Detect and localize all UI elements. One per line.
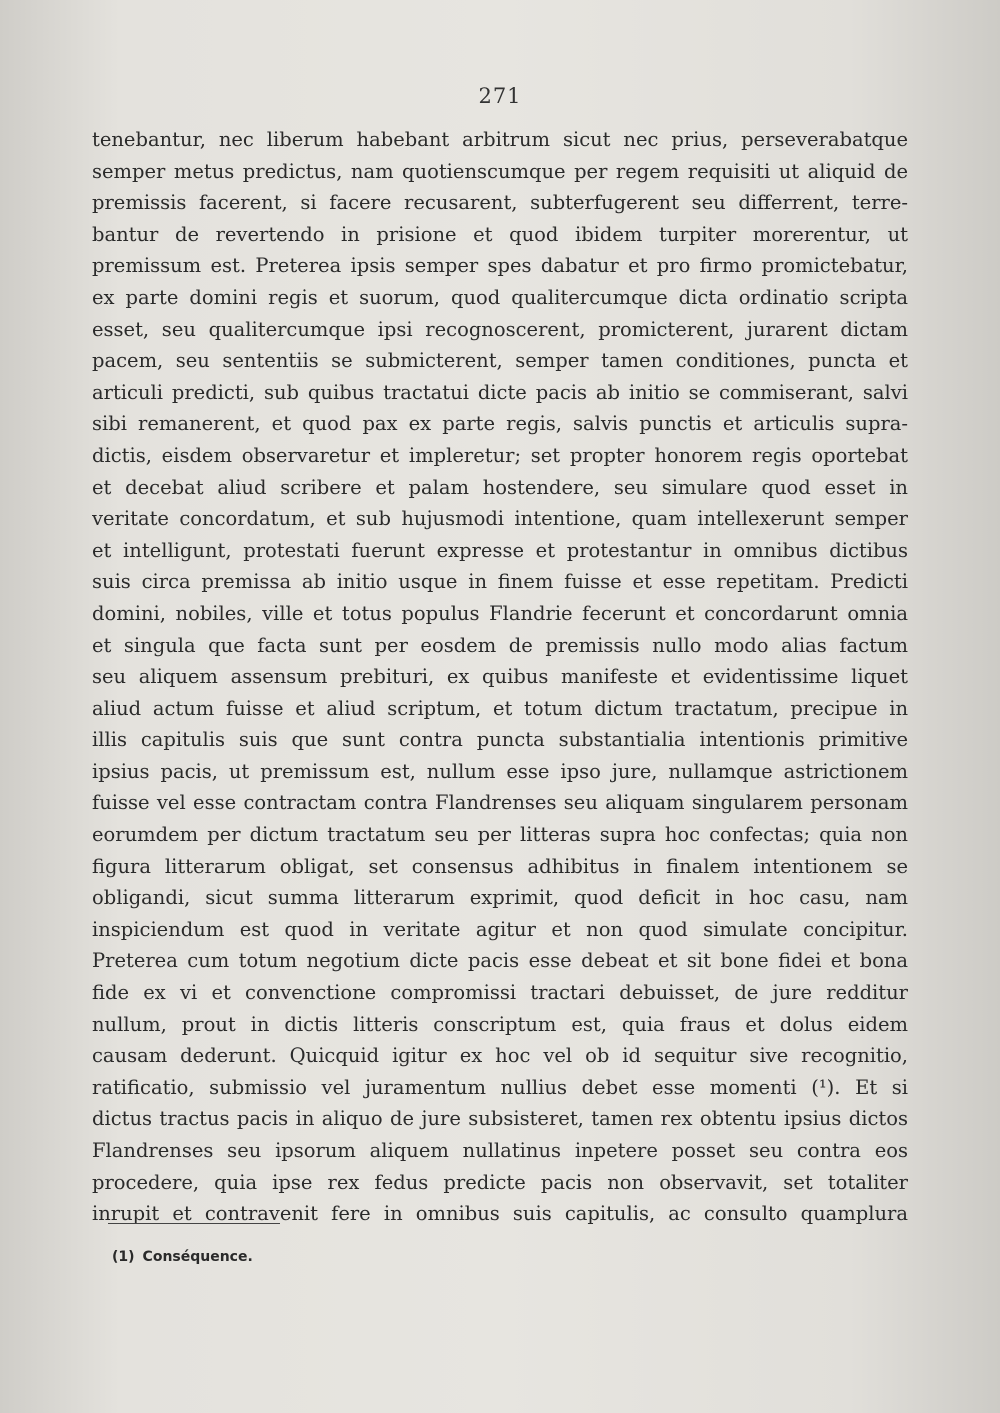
text-line: Flandrenses seu ipsorum aliquem nullatinus inpetere posset seu contra eos (92, 1139, 908, 1162)
text-line: sibi remanerent, et quod pax ex parte regis, salvis punctis et articulis supra- (92, 412, 908, 436)
text-line: premissum est. Preterea ipsis semper spes dabatur et pro firmo promictebatur, (92, 254, 908, 278)
text-line: suis circa premissa ab initio usque in finem fuisse et esse repetitam. Predicti (92, 570, 908, 594)
text-line: ipsius pacis, ut premissum est, nullum esse ipso jure, nullamque astrictionem (92, 759, 908, 783)
text-line: Preterea cum totum negotium dicte pacis esse debeat et sit bone fidei et bona (92, 949, 908, 973)
text-line: fuisse vel esse contractam contra Flandrenses seu aliquam singularem personam (92, 791, 908, 815)
text-line: premissis facerent, si facere recusarent, subterfugerent seu differrent, terre- (92, 191, 908, 215)
text-line: inrupit et contravenit fere in omnibus suis capitulis, ac consulto quamplura (92, 1202, 908, 1226)
text-line: illis capitulis suis que sunt contra puncta substantialia intentionis primitive (92, 728, 908, 752)
text-line: obligandi, sicut summa litterarum exprimit, quod deficit in hoc casu, nam (92, 886, 908, 910)
text-line: dictus tractus pacis in aliquo de jure subsisteret, tamen rex obtentu ipsius dictos (92, 1107, 908, 1131)
text-line: veritate concordatum, et sub hujusmodi intentione, quam intellexerunt semper (92, 507, 908, 531)
text-line: dictis, eisdem observaretur et impleretur; set propter honorem regis oportebat (92, 443, 908, 467)
text-line: fide ex vi et convenctione compromissi tractari debuisset, de jure redditur (92, 981, 908, 1005)
text-line: causam dederunt. Quicquid igitur ex hoc vel ob id sequitur sive recognitio, (92, 1044, 908, 1068)
text-line: esset, seu qualitercumque ipsi recognoscerent, promicterent, jurarent dictam (92, 317, 908, 341)
text-line: pacem, seu sententiis se submicterent, semper tamen conditiones, puncta et (92, 349, 908, 373)
text-line: articuli predicti, sub quibus tractatui dicte pacis ab initio se commiserant, salvi (92, 380, 908, 404)
text-line: bantur de revertendo in prisione et quod ibidem turpiter morerentur, ut (92, 222, 908, 246)
text-line: tenebantur, nec liberum habebant arbitrum sicut nec prius, perseverabatque (92, 128, 908, 151)
text-line: ex parte domini regis et suorum, quod qualitercumque dicta ordinatio scripta (92, 285, 908, 309)
footnote-text: Conséquence. (142, 1249, 253, 1265)
text-line: ratificatio, submissio vel juramentum nullius debet esse momenti (¹). Et si (92, 1075, 908, 1099)
text-line: semper metus predictus, nam quotienscumque per regem requisiti ut aliquid de (92, 159, 908, 183)
footnote-marker: (1) (112, 1249, 135, 1265)
text-line: nullum, prout in dictis litteris conscriptum est, quia fraus et dolus eidem (92, 1012, 908, 1036)
footnote-divider (108, 1223, 280, 1224)
text-line: seu aliquem assensum prebituri, ex quibus manifeste et evidentissime liquet (92, 665, 908, 689)
body-text (92, 124, 908, 1230)
text-line: procedere, quia ipse rex fedus predicte pacis non observavit, set totaliter (92, 1170, 908, 1194)
text-line: figura litterarum obligat, set consensus adhibitus in finalem intentionem se (92, 854, 908, 878)
text-line: domini, nobiles, ville et totus populus Flandrie fecerunt et concordarunt omnia (92, 601, 908, 625)
text-line: aliud actum fuisse et aliud scriptum, et totum dictum tractatum, precipue in (92, 696, 908, 720)
text-line: et singula que facta sunt per eosdem de premissis nullo modo alias factum (92, 633, 908, 657)
footnote (112, 1249, 253, 1265)
text-line: eorumdem per dictum tractatum seu per litteras supra hoc confectas; quia non (92, 823, 908, 847)
text-line: et intelligunt, protestati fuerunt expresse et protestantur in omnibus dictibus (92, 538, 908, 562)
text-line: et decebat aliud scribere et palam hostendere, seu simulare quod esset in (92, 475, 908, 499)
text-line: inspiciendum est quod in veritate agitur et non quod simulate concipitur. (92, 917, 908, 941)
page-number: 271 (478, 84, 522, 108)
